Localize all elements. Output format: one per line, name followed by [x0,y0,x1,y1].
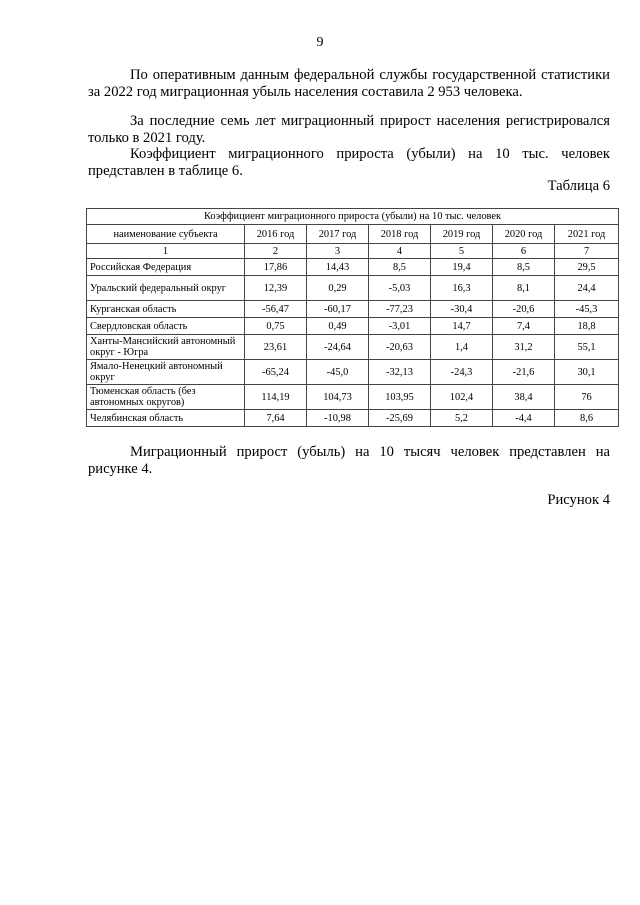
table-row [87,276,619,301]
paragraph-figure-intro: Миграционный прирост (убыль) на 10 тысяч человек представлен на рисунке 4. [88,444,610,477]
table-header-row [87,225,619,244]
row-value-cell: 76 [555,385,619,410]
row-subject-name: Уральский федеральный округ [87,276,245,301]
page-number: 9 [316,35,324,50]
table-title: Коэффициент миграционного прироста (убыли) на 10 тыс. человек [87,209,619,225]
row-value-cell: -5,03 [369,276,431,301]
row-value-cell: 14,43 [307,259,369,276]
row-value-cell: 12,39 [245,276,307,301]
row-value-cell: 7,4 [493,318,555,335]
row-value-cell: 0,49 [307,318,369,335]
row-subject-name: Тюменская область (без автономных округов) [87,385,245,410]
table-row [87,410,619,427]
row-value-cell: 19,4 [431,259,493,276]
row-value-cell: -65,24 [245,360,307,385]
row-value-cell: 23,61 [245,335,307,360]
row-value-cell: -25,69 [369,410,431,427]
table-body [87,259,619,427]
row-value-cell: 18,8 [555,318,619,335]
row-value-cell: 30,1 [555,360,619,385]
row-value-cell: 0,29 [307,276,369,301]
row-value-cell: 102,4 [431,385,493,410]
column-index: 2 [245,244,307,259]
row-value-cell: -32,13 [369,360,431,385]
table-row [87,335,619,360]
row-value-cell: 14,7 [431,318,493,335]
column-index: 4 [369,244,431,259]
row-value-cell: 16,3 [431,276,493,301]
row-value-cell: 8,1 [493,276,555,301]
row-value-cell: -77,23 [369,301,431,318]
paragraph-coefficient: Коэффициент миграционного прироста (убыли) на 10 тыс. человек представлен в таблице 6. [88,146,610,179]
row-value-cell: 31,2 [493,335,555,360]
row-value-cell: -56,47 [245,301,307,318]
row-subject-name: Ямало-Ненецкий автономный округ [87,360,245,385]
row-subject-name: Российская Федерация [87,259,245,276]
header-subject: наименование субъекта [87,225,245,244]
header-year: 2018 год [369,225,431,244]
header-year: 2017 год [307,225,369,244]
row-value-cell: 55,1 [555,335,619,360]
row-value-cell: 103,95 [369,385,431,410]
header-year: 2021 год [555,225,619,244]
table-row [87,385,619,410]
row-value-cell: -4,4 [493,410,555,427]
row-value-cell: 24,4 [555,276,619,301]
column-index: 5 [431,244,493,259]
row-value-cell: 7,64 [245,410,307,427]
row-value-cell: 1,4 [431,335,493,360]
row-value-cell: 5,2 [431,410,493,427]
row-subject-name: Ханты-Мансийский автономный округ - Югра [87,335,245,360]
table-row [87,301,619,318]
row-value-cell: 17,86 [245,259,307,276]
table-row [87,318,619,335]
table-caption: Таблица 6 [547,178,610,194]
row-value-cell: 0,75 [245,318,307,335]
row-value-cell: 8,6 [555,410,619,427]
row-value-cell: 29,5 [555,259,619,276]
table-row [87,360,619,385]
row-value-cell: -21,6 [493,360,555,385]
row-value-cell: -20,63 [369,335,431,360]
column-index: 6 [493,244,555,259]
row-value-cell: -24,64 [307,335,369,360]
paragraph-migration-loss: По оперативным данным федеральной службы государственной статистики за 2022 год миграционная убыль населения составила 2 953 человека. [88,67,610,100]
table-row [87,259,619,276]
row-value-cell: -45,0 [307,360,369,385]
row-value-cell: -60,17 [307,301,369,318]
figure-caption: Рисунок 4 [547,492,610,508]
row-value-cell: -24,3 [431,360,493,385]
row-value-cell: -45,3 [555,301,619,318]
row-value-cell: 8,5 [493,259,555,276]
row-subject-name: Свердловская область [87,318,245,335]
row-subject-name: Челябинская область [87,410,245,427]
column-index: 3 [307,244,369,259]
row-value-cell: -3,01 [369,318,431,335]
row-value-cell: -30,4 [431,301,493,318]
column-index: 7 [555,244,619,259]
header-year: 2016 год [245,225,307,244]
row-value-cell: 104,73 [307,385,369,410]
row-value-cell: 8,5 [369,259,431,276]
row-subject-name: Курганская область [87,301,245,318]
table-index-row [87,244,619,259]
row-value-cell: 38,4 [493,385,555,410]
row-value-cell: -10,98 [307,410,369,427]
row-value-cell: -20,6 [493,301,555,318]
column-index: 1 [87,244,245,259]
migration-coefficient-table [86,208,619,427]
paragraph-seven-years: За последние семь лет миграционный прирост населения регистрировался только в 2021 году. [88,113,610,146]
migration-table-container [86,208,618,427]
header-year: 2019 год [431,225,493,244]
header-year: 2020 год [493,225,555,244]
row-value-cell: 114,19 [245,385,307,410]
